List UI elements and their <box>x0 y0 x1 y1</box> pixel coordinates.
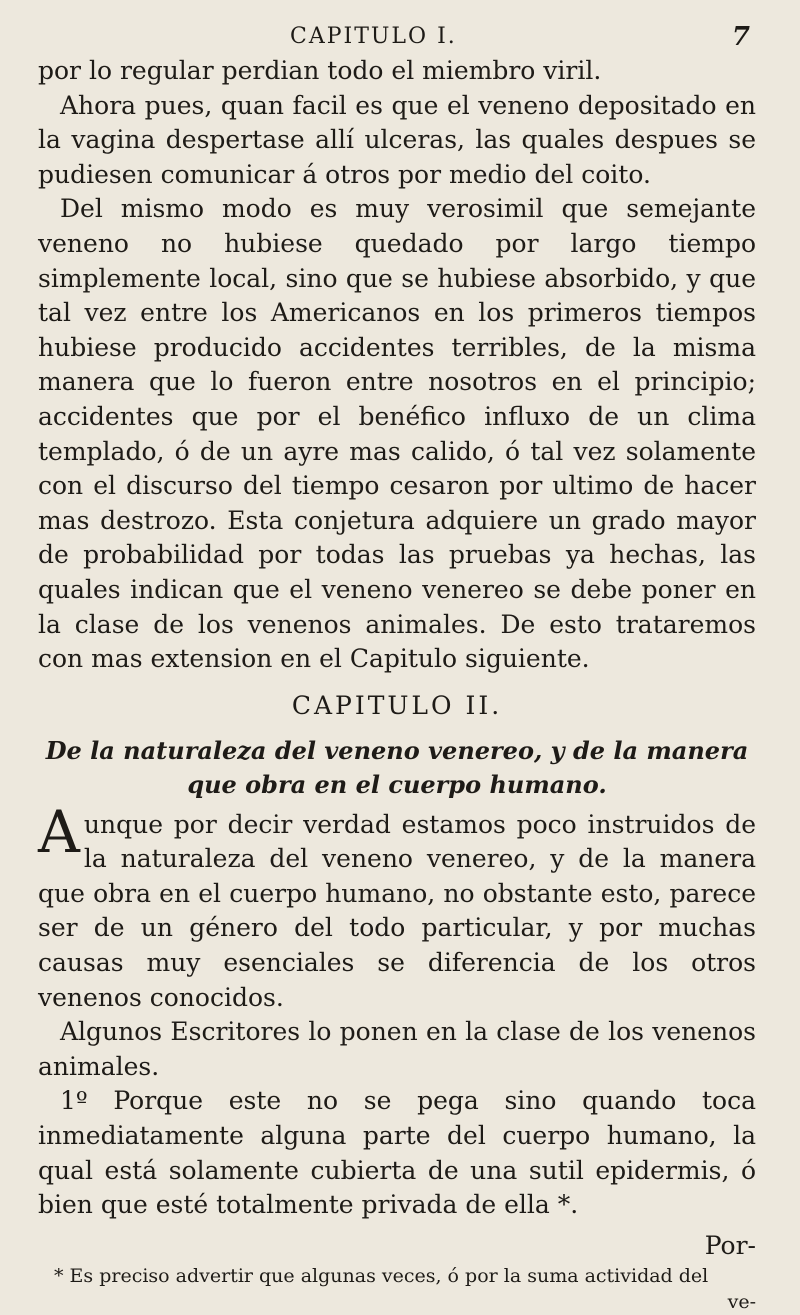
chapter-heading: CAPITULO II. <box>291 690 503 720</box>
page-number: 7 <box>731 22 752 52</box>
book-page <box>38 22 756 1313</box>
paragraph: Ahora pues, quan facil es que el veneno depositado en la vagina despertase allí ulceras, las quales despues se pudiesen comunicar á otros por medio del coito. <box>38 90 756 189</box>
footnote-continuation: ve- <box>727 1290 756 1313</box>
chapter-subtitle: De la naturaleza del veneno venereo, y de la manera que obra en el cuerpo humano. <box>45 735 749 799</box>
paragraph: 1º Porque este no se pega sino quando toca inmediatamente alguna parte del cuerpo humano, la qual está solamente cubierta de una sutil epidermis, ó bien que esté totalmente privada de ella *. <box>38 1086 756 1220</box>
opening-paragraph <box>38 797 756 1016</box>
main-text <box>38 54 756 677</box>
paragraph: Del mismo modo es muy verosimil que semejante veneno no hubiese quedado por largo tiempo simplemente local, sino que se hubiese absorbido, y que tal vez entre los Americanos en los primeros tiempos hubiese producido accidentes terribles, de la misma manera que lo fueron entre nosotros en el principio; accidentes que por el benéfico influxo de un clima templado, ó de un ayre mas calido, ó tal vez solamente con el discurso del tiempo cesaron por ultimo de hacer mas destrozo. Esta conjetura adquiere un grado mayor de probabilidad por todas las pruebas ya hechas, las quales indican que el veneno venereo se debe poner en la clase de los venenos animales. De esto trataremos con mas extension en el Capitulo siguiente. <box>38 194 756 674</box>
opening-paragraph-text: unque por decir verdad estamos poco instruidos de la naturaleza del veneno venereo, y de la manera que obra en el cuerpo humano, no obstante esto, parece ser de un género del todo particular, y por muchas causas muy esenciales se diferencia de los otros venenos conocidos. <box>38 809 756 1012</box>
paragraph: Algunos Escritores lo ponen en la clase de los venenos animales. <box>38 1017 756 1081</box>
catchword: Por- <box>704 1230 756 1260</box>
running-head <box>38 22 756 54</box>
chapter-text <box>38 797 756 1223</box>
paragraph-continuation: por lo regular perdian todo el miembro viril. <box>38 56 602 85</box>
footnote: * Es preciso advertir que algunas veces, ó por la suma actividad del <box>54 1264 709 1287</box>
drop-cap: A <box>38 797 80 866</box>
running-head-chapter: CAPITULO I. <box>290 24 457 49</box>
